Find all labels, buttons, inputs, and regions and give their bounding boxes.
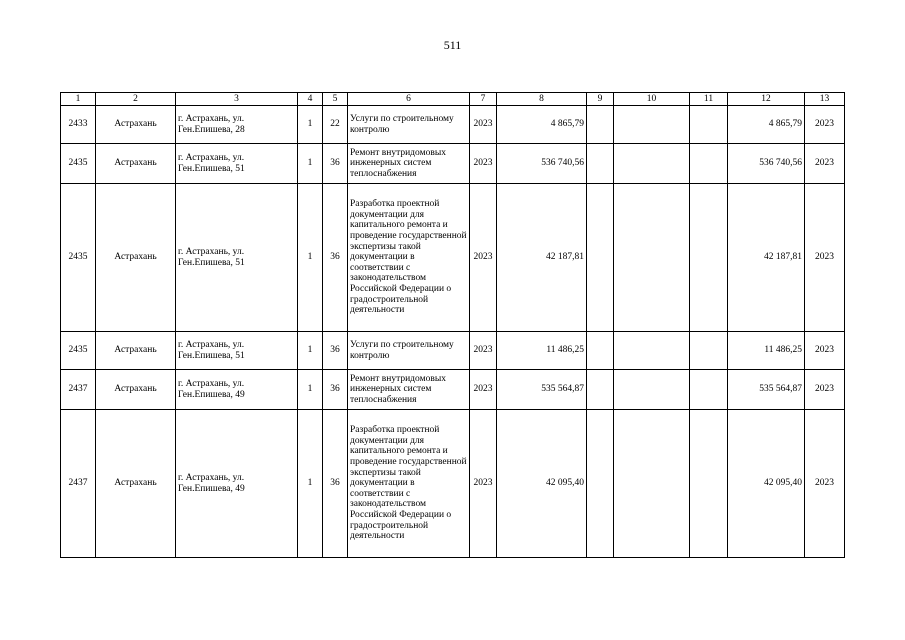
cell-municipality: Астрахань [96,106,176,144]
cell-work-type: Ремонт внутридомовых инженерных систем теплоснабжения [348,370,470,410]
cell-total: 535 564,87 [728,370,805,410]
cell-amount: 42 187,81 [497,184,587,332]
table-row [61,410,845,558]
cell-col11 [690,370,728,410]
cell-address: г. Астрахань, ул. Ген.Епишева, 51 [176,144,298,184]
cell-col4: 1 [298,184,323,332]
cell-amount: 535 564,87 [497,370,587,410]
table-row [61,184,845,332]
cell-address: г. Астрахань, ул. Ген.Епишева, 28 [176,106,298,144]
cell-row-number: 2433 [61,106,96,144]
cell-col9 [587,106,614,144]
cell-completion-year: 2023 [805,144,845,184]
column-header: 11 [690,93,728,106]
cell-col9 [587,332,614,370]
cell-total: 11 486,25 [728,332,805,370]
cell-col4: 1 [298,370,323,410]
cell-work-type: Услуги по строительному контролю [348,106,470,144]
column-header: 10 [614,93,690,106]
cell-col5: 36 [323,144,348,184]
table-row [61,332,845,370]
cell-year: 2023 [470,184,497,332]
page-number: 511 [443,38,462,52]
cell-col9 [587,144,614,184]
cell-col11 [690,184,728,332]
table-header-row [61,93,845,106]
cell-row-number: 2435 [61,332,96,370]
cell-col5: 36 [323,370,348,410]
cell-work-type: Разработка проектной документации для капитального ремонта и проведение государственной экспертизы такой документации в соответствии с законодательством Российской Федерации о градостроительной деятельности [348,410,470,558]
cell-completion-year: 2023 [805,332,845,370]
cell-year: 2023 [470,106,497,144]
cell-amount: 536 740,56 [497,144,587,184]
column-header: 2 [96,93,176,106]
cell-completion-year: 2023 [805,106,845,144]
cell-col4: 1 [298,410,323,558]
cell-col4: 1 [298,332,323,370]
cell-col11 [690,144,728,184]
cell-amount: 42 095,40 [497,410,587,558]
cell-col10 [614,106,690,144]
cell-year: 2023 [470,332,497,370]
cell-completion-year: 2023 [805,370,845,410]
cell-col5: 22 [323,106,348,144]
cell-col10 [614,332,690,370]
column-header: 1 [61,93,96,106]
column-header: 13 [805,93,845,106]
cell-year: 2023 [470,144,497,184]
cell-municipality: Астрахань [96,332,176,370]
cell-address: г. Астрахань, ул. Ген.Епишева, 49 [176,410,298,558]
cell-work-type: Разработка проектной документации для капитального ремонта и проведение государственной экспертизы такой документации в соответствии с законодательством Российской Федерации о градостроительной деятельности [348,184,470,332]
cell-col5: 36 [323,332,348,370]
cell-municipality: Астрахань [96,370,176,410]
column-header: 6 [348,93,470,106]
cell-address: г. Астрахань, ул. Ген.Епишева, 49 [176,370,298,410]
cell-year: 2023 [470,410,497,558]
cell-row-number: 2435 [61,144,96,184]
cell-completion-year: 2023 [805,410,845,558]
cell-col10 [614,184,690,332]
column-header: 7 [470,93,497,106]
cell-col11 [690,106,728,144]
column-header: 5 [323,93,348,106]
cell-col4: 1 [298,144,323,184]
cell-row-number: 2437 [61,410,96,558]
cell-col9 [587,184,614,332]
table-row [61,144,845,184]
cell-work-type: Ремонт внутридомовых инженерных систем теплоснабжения [348,144,470,184]
cell-total: 4 865,79 [728,106,805,144]
table-body [61,93,845,558]
cell-col10 [614,410,690,558]
cell-col10 [614,370,690,410]
column-header: 4 [298,93,323,106]
cell-address: г. Астрахань, ул. Ген.Епишева, 51 [176,332,298,370]
column-header: 8 [497,93,587,106]
cell-col10 [614,144,690,184]
cell-municipality: Астрахань [96,144,176,184]
cell-col9 [587,370,614,410]
column-header: 9 [587,93,614,106]
cell-total: 42 187,81 [728,184,805,332]
works-table [60,92,845,558]
cell-col11 [690,332,728,370]
column-header: 3 [176,93,298,106]
cell-col5: 36 [323,184,348,332]
cell-completion-year: 2023 [805,184,845,332]
table-row [61,370,845,410]
cell-amount: 11 486,25 [497,332,587,370]
cell-col4: 1 [298,106,323,144]
table-row [61,106,845,144]
column-header: 12 [728,93,805,106]
cell-col9 [587,410,614,558]
cell-year: 2023 [470,370,497,410]
cell-row-number: 2437 [61,370,96,410]
cell-total: 42 095,40 [728,410,805,558]
cell-municipality: Астрахань [96,410,176,558]
cell-row-number: 2435 [61,184,96,332]
cell-work-type: Услуги по строительному контролю [348,332,470,370]
cell-col11 [690,410,728,558]
cell-amount: 4 865,79 [497,106,587,144]
cell-col5: 36 [323,410,348,558]
cell-address: г. Астрахань, ул. Ген.Епишева, 51 [176,184,298,332]
cell-municipality: Астрахань [96,184,176,332]
cell-total: 536 740,56 [728,144,805,184]
